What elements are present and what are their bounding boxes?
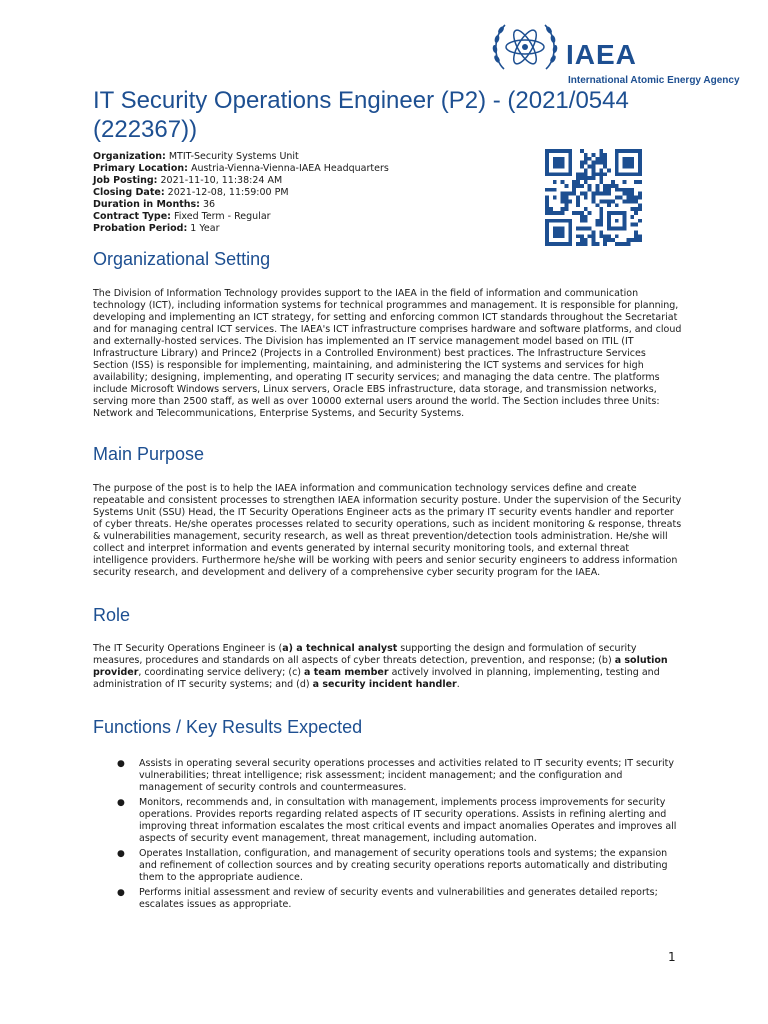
org-setting-heading: Organizational Setting — [93, 249, 271, 269]
meta-duration: Duration in Months: 36 — [93, 199, 216, 210]
meta-primary-location: Primary Location: Austria-Vienna-Vienna-IAEA Headquarters — [93, 163, 389, 174]
role-text-part: actively involved in planning, implementing, testing and administration of IT security systems; and (d) — [93, 667, 660, 690]
meta-organization: Organization: MTIT-Security Systems Unit — [93, 151, 299, 162]
list-item: ● Performs initial assessment and review of security events and vulnerabilities and generates detailed reports; escalates issues as appropriate. — [117, 887, 658, 910]
role-heading: Role — [93, 605, 131, 625]
iaea-logo — [490, 15, 760, 86]
bullet-icon: ● — [117, 849, 125, 859]
role-text-part: supporting the design and formulation of security measures, procedures and standards on all aspects of cyber threats detection, prevention, and response; (b) — [93, 643, 637, 666]
main-purpose-heading: Main Purpose — [93, 444, 205, 464]
role-text-part: . — [456, 679, 460, 690]
role-text-emphasis: a) a technical analyst — [282, 643, 398, 654]
role-text-emphasis: a security incident handler — [312, 679, 457, 690]
page-number: 1 — [668, 950, 676, 964]
logo-name: IAEA — [566, 39, 637, 70]
role-text-emphasis: a solution provider — [93, 655, 668, 678]
role-text-part: , coordinating service delivery; (c) — [138, 667, 305, 678]
list-item: ● Monitors, recommends and, in consultation with management, implements process improvements for security operations. Provides reports regarding related aspects of IT security operations. Assists in refining alerting and improving threat information escalates the most critical events and impact anomalies Operates and improves all aspects of security event management, threat management, including automation. — [117, 797, 677, 844]
bullet-icon: ● — [117, 759, 125, 769]
meta-probation-period: Probation Period: 1 Year — [93, 223, 220, 234]
qr-code — [542, 149, 645, 246]
meta-contract-type: Contract Type: Fixed Term - Regular — [93, 211, 271, 222]
functions-list — [93, 758, 683, 914]
org-setting-text: The Division of Information Technology provides support to the IAEA in the field of information and communication technology (ICT), including information systems for technical programmes and management. It is responsible for planning, developing and implementing an ICT strategy, for setting and enforcing common ICT standards throughout the Secretariat and for managing central ICT services. The IAEA's ICT infrastructure comprises hardware and software platforms, and cloud and externally-hosted services. The Division has implemented an IT service management model based on ITIL (IT Infrastructure Library) and Prince2 (Projects in a Controlled Environment) best practices. The Infrastructure Services Section (ISS) is responsible for implementing, maintaining, and administering the ICT systems and services for high availability; designing, implementing, and operating IT security services; and managing the data centre. The platforms include Microsoft Windows servers, Linux servers, Oracle EBS infrastructure, data storage, and transmission networks, serving more than 2500 staff, as well as over 10000 external users around the world. The Section includes three Units: Network and Telecommunications, Enterprise Systems, and Security Systems. — [93, 288, 682, 419]
functions-heading: Functions / Key Results Expected — [93, 717, 363, 737]
logo-subtitle: International Atomic Energy Agency — [568, 75, 740, 86]
role-text-emphasis: a team member — [304, 667, 389, 678]
meta-closing-date: Closing Date: 2021-12-08, 11:59:00 PM — [93, 187, 289, 198]
role-text — [93, 643, 683, 691]
bullet-icon: ● — [117, 798, 125, 808]
meta-job-posting: Job Posting: 2021-11-10, 11:38:24 AM — [93, 175, 283, 186]
list-item: ● Assists in operating several security operations processes and activities related to IT security events; IT security vulnerabilities; threat intelligence; risk assessment; incident management; and the configuration and management of security controls and countermeasures. — [117, 758, 674, 793]
job-meta — [93, 151, 389, 235]
bullet-icon: ● — [117, 888, 125, 898]
iaea-emblem-icon — [490, 15, 560, 81]
main-purpose-text: The purpose of the post is to help the IAEA information and communication technology services define and create repeatable and consistent processes to strengthen IAEA information security posture. Under the supervision of the Security Systems Unit (SSU) Head, the IT Security Operations Engineer acts as the primary IT security events handler and reporter of cyber threats. He/she operates processes related to security operations, such as incident monitoring & response, threats & vulnerabilities management, security research, as well as threat prevention/detection tools administration. He/she will collect and interpret information and events generated by internal security monitoring tools, and external threat intelligence providers. Furthermore he/she will be working with peers and senior security engineers to address information security research, and development and delivery of a comprehensive cyber security program for the IAEA. — [93, 483, 682, 578]
page-title: IT Security Operations Engineer (P2) - (2021/0544 (222367)) — [93, 87, 629, 143]
list-item: ● Operates Installation, configuration, and management of security operations tools and systems; the expansion and refinement of collection sources and by creating security operations reports automatically and distributing them to the appropriate audience. — [117, 848, 668, 883]
role-text-part: The IT Security Operations Engineer is ( — [93, 643, 283, 654]
